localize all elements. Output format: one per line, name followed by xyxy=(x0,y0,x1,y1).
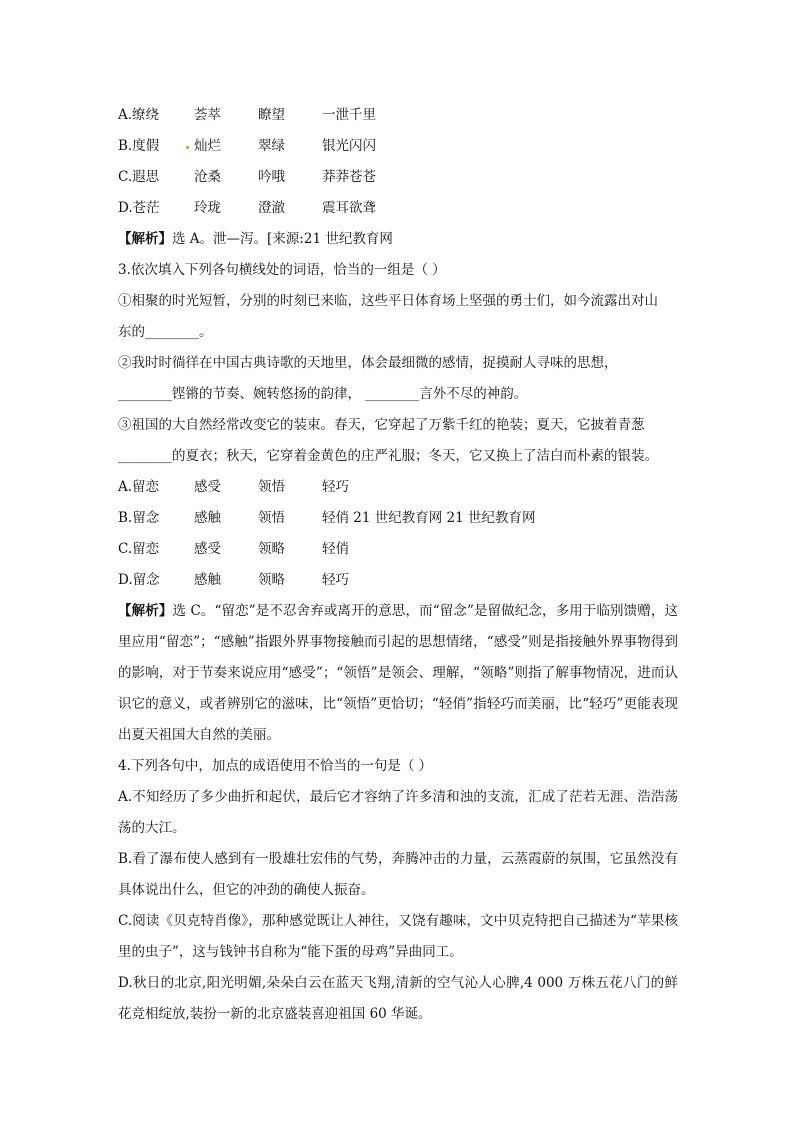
document-page xyxy=(118,100,678,1030)
analysis-q3 xyxy=(118,596,678,751)
option-word: 震耳欲聋 xyxy=(322,200,376,216)
option-word: 领悟 xyxy=(258,479,285,495)
q3-sentence-1-cont: 东的________。 xyxy=(118,324,213,340)
q4-option-b: B.看了瀑布使人感到有一股雄壮宏伟的气势，奔腾冲击的力量，云蒸霞蔚的氛围，它虽然没有具体说出什么，但它的冲劲的确使人振奋。 xyxy=(118,851,678,898)
option-label: A. xyxy=(118,107,133,123)
option-word: 一泄千里 xyxy=(322,107,376,123)
option-word: 吟哦 xyxy=(258,169,285,185)
option-word: 轻俏 xyxy=(322,541,349,557)
option-word: 感受 xyxy=(194,479,221,495)
q4-option-d: D.秋日的北京,阳光明媚,朵朵白云在蓝天飞翔,清新的空气沁人心脾,4 000 万株五花八门的鲜花竞相绽放,装扮一新的北京盛装喜迎祖国 60 华诞。 xyxy=(118,975,678,1022)
analysis-text: 选 A。泄—泻。[来源:21 世纪教育网 xyxy=(172,231,393,247)
option-word: 留恋 xyxy=(132,541,160,557)
option-label: A. xyxy=(118,479,133,495)
option-word: 轻俏 21 世纪教育网 21 世纪教育网 xyxy=(322,510,536,526)
option-label: B. xyxy=(118,138,133,154)
analysis-text: 选 C。“留恋”是不忍舍弃或离开的意思，而“留念”是留做纪念，多用于临别馈赠，这里应用“留恋”；“感触”指跟外界事物接触而引起的思想情绪，“感受”则是指接触外界事物得到的影响，对于节奏来说应用“感受”；“领悟”是领会、理解，“领略”则指了解事物情况，进而认识它的意义，或者辨别它的滋味，比“领悟”更恰切；“轻俏”指轻巧而美丽，比“轻巧”更能表现出夏天祖国大自然的美丽。 xyxy=(118,603,679,743)
analysis-tag: 【解析】 xyxy=(118,603,173,619)
q4-option-a: A.不知经历了多少曲折和起伏，最后它才容纳了许多清和浊的支流，汇成了茫若无涯、浩浩荡荡的大江。 xyxy=(118,789,678,836)
option-word: 莽莽苍苍 xyxy=(322,169,376,185)
option-word: 苍茫 xyxy=(132,200,160,216)
option-word: 沧桑 xyxy=(194,169,221,185)
option-word: 感触 xyxy=(194,572,221,588)
option-word: 轻巧 xyxy=(322,572,349,588)
q3-sentence-3: ③祖国的大自然经常改变它的装束。春天，它穿起了万紫千红的艳装；夏天，它披着青葱 xyxy=(118,417,645,433)
q4-option-c: C.阅读《贝克特肖像》，那种感觉既让人神往，又饶有趣味，文中贝克特把自己描述为“苹果核里的虫子”，这与钱钟书自称为“能下蛋的母鸡”异曲同工。 xyxy=(118,913,678,960)
option-word: 翠绿 xyxy=(258,138,285,154)
option-word: 领略 xyxy=(258,572,285,588)
q3-sentence-1: ①相聚的时光短暂，分别的时刻已来临，这些平日体育场上坚强的勇士们，如今流露出对山 xyxy=(118,293,658,309)
option-word: 感触 xyxy=(194,510,221,526)
option-label: B. xyxy=(118,510,133,526)
option-word: 玲珑 xyxy=(194,200,221,216)
question-4-stem: 4.下列各句中，加点的成语使用不恰当的一句是（ ） xyxy=(118,758,433,774)
option-word: 感受 xyxy=(194,541,221,557)
q3-option-a xyxy=(118,472,678,503)
option-word: 灿烂 xyxy=(194,138,221,154)
question-3-stem: 3.依次填入下列各句横线处的词语，恰当的一组是（ ） xyxy=(118,262,446,278)
q3-option-b xyxy=(118,503,678,534)
option-word: 银光闪闪 xyxy=(322,138,376,154)
option-label: D. xyxy=(118,572,133,588)
option-label: C. xyxy=(118,541,133,557)
q3-option-d xyxy=(118,565,678,596)
q3-sentence-2-cont: ________铿锵的节奏、婉转悠扬的韵律， ________言外不尽的神韵。 xyxy=(118,386,528,402)
option-word: 度假 xyxy=(132,138,160,154)
option-word: 瞭望 xyxy=(258,107,285,123)
option-b xyxy=(118,131,678,162)
option-c xyxy=(118,162,678,193)
option-word: 澄澈 xyxy=(258,200,285,216)
option-word: 领悟 xyxy=(258,510,285,526)
option-word: 留恋 xyxy=(132,479,160,495)
analysis-q2 xyxy=(118,224,678,255)
q3-sentence-3-cont: ________的夏衣；秋天，它穿着金黄色的庄严礼服；冬天，它又换上了洁白而朴素的银装。 xyxy=(118,448,658,464)
q3-sentence-2: ②我时时徜徉在中国古典诗歌的天地里，体会最细微的感情，捉摸耐人寻味的思想， xyxy=(118,355,618,371)
option-word: 遐思 xyxy=(132,169,160,185)
q3-option-c xyxy=(118,534,678,565)
option-word: 轻巧 xyxy=(322,479,349,495)
option-word: 荟萃 xyxy=(194,107,221,123)
analysis-tag: 【解析】 xyxy=(118,231,172,247)
option-d xyxy=(118,193,678,224)
option-word: 缭绕 xyxy=(132,107,160,123)
option-word: 留念 xyxy=(132,572,160,588)
option-label: D. xyxy=(118,200,133,216)
option-a xyxy=(118,100,678,131)
option-label: C. xyxy=(118,169,133,185)
option-word: 留念 xyxy=(132,510,160,526)
option-word: 领略 xyxy=(258,541,285,557)
